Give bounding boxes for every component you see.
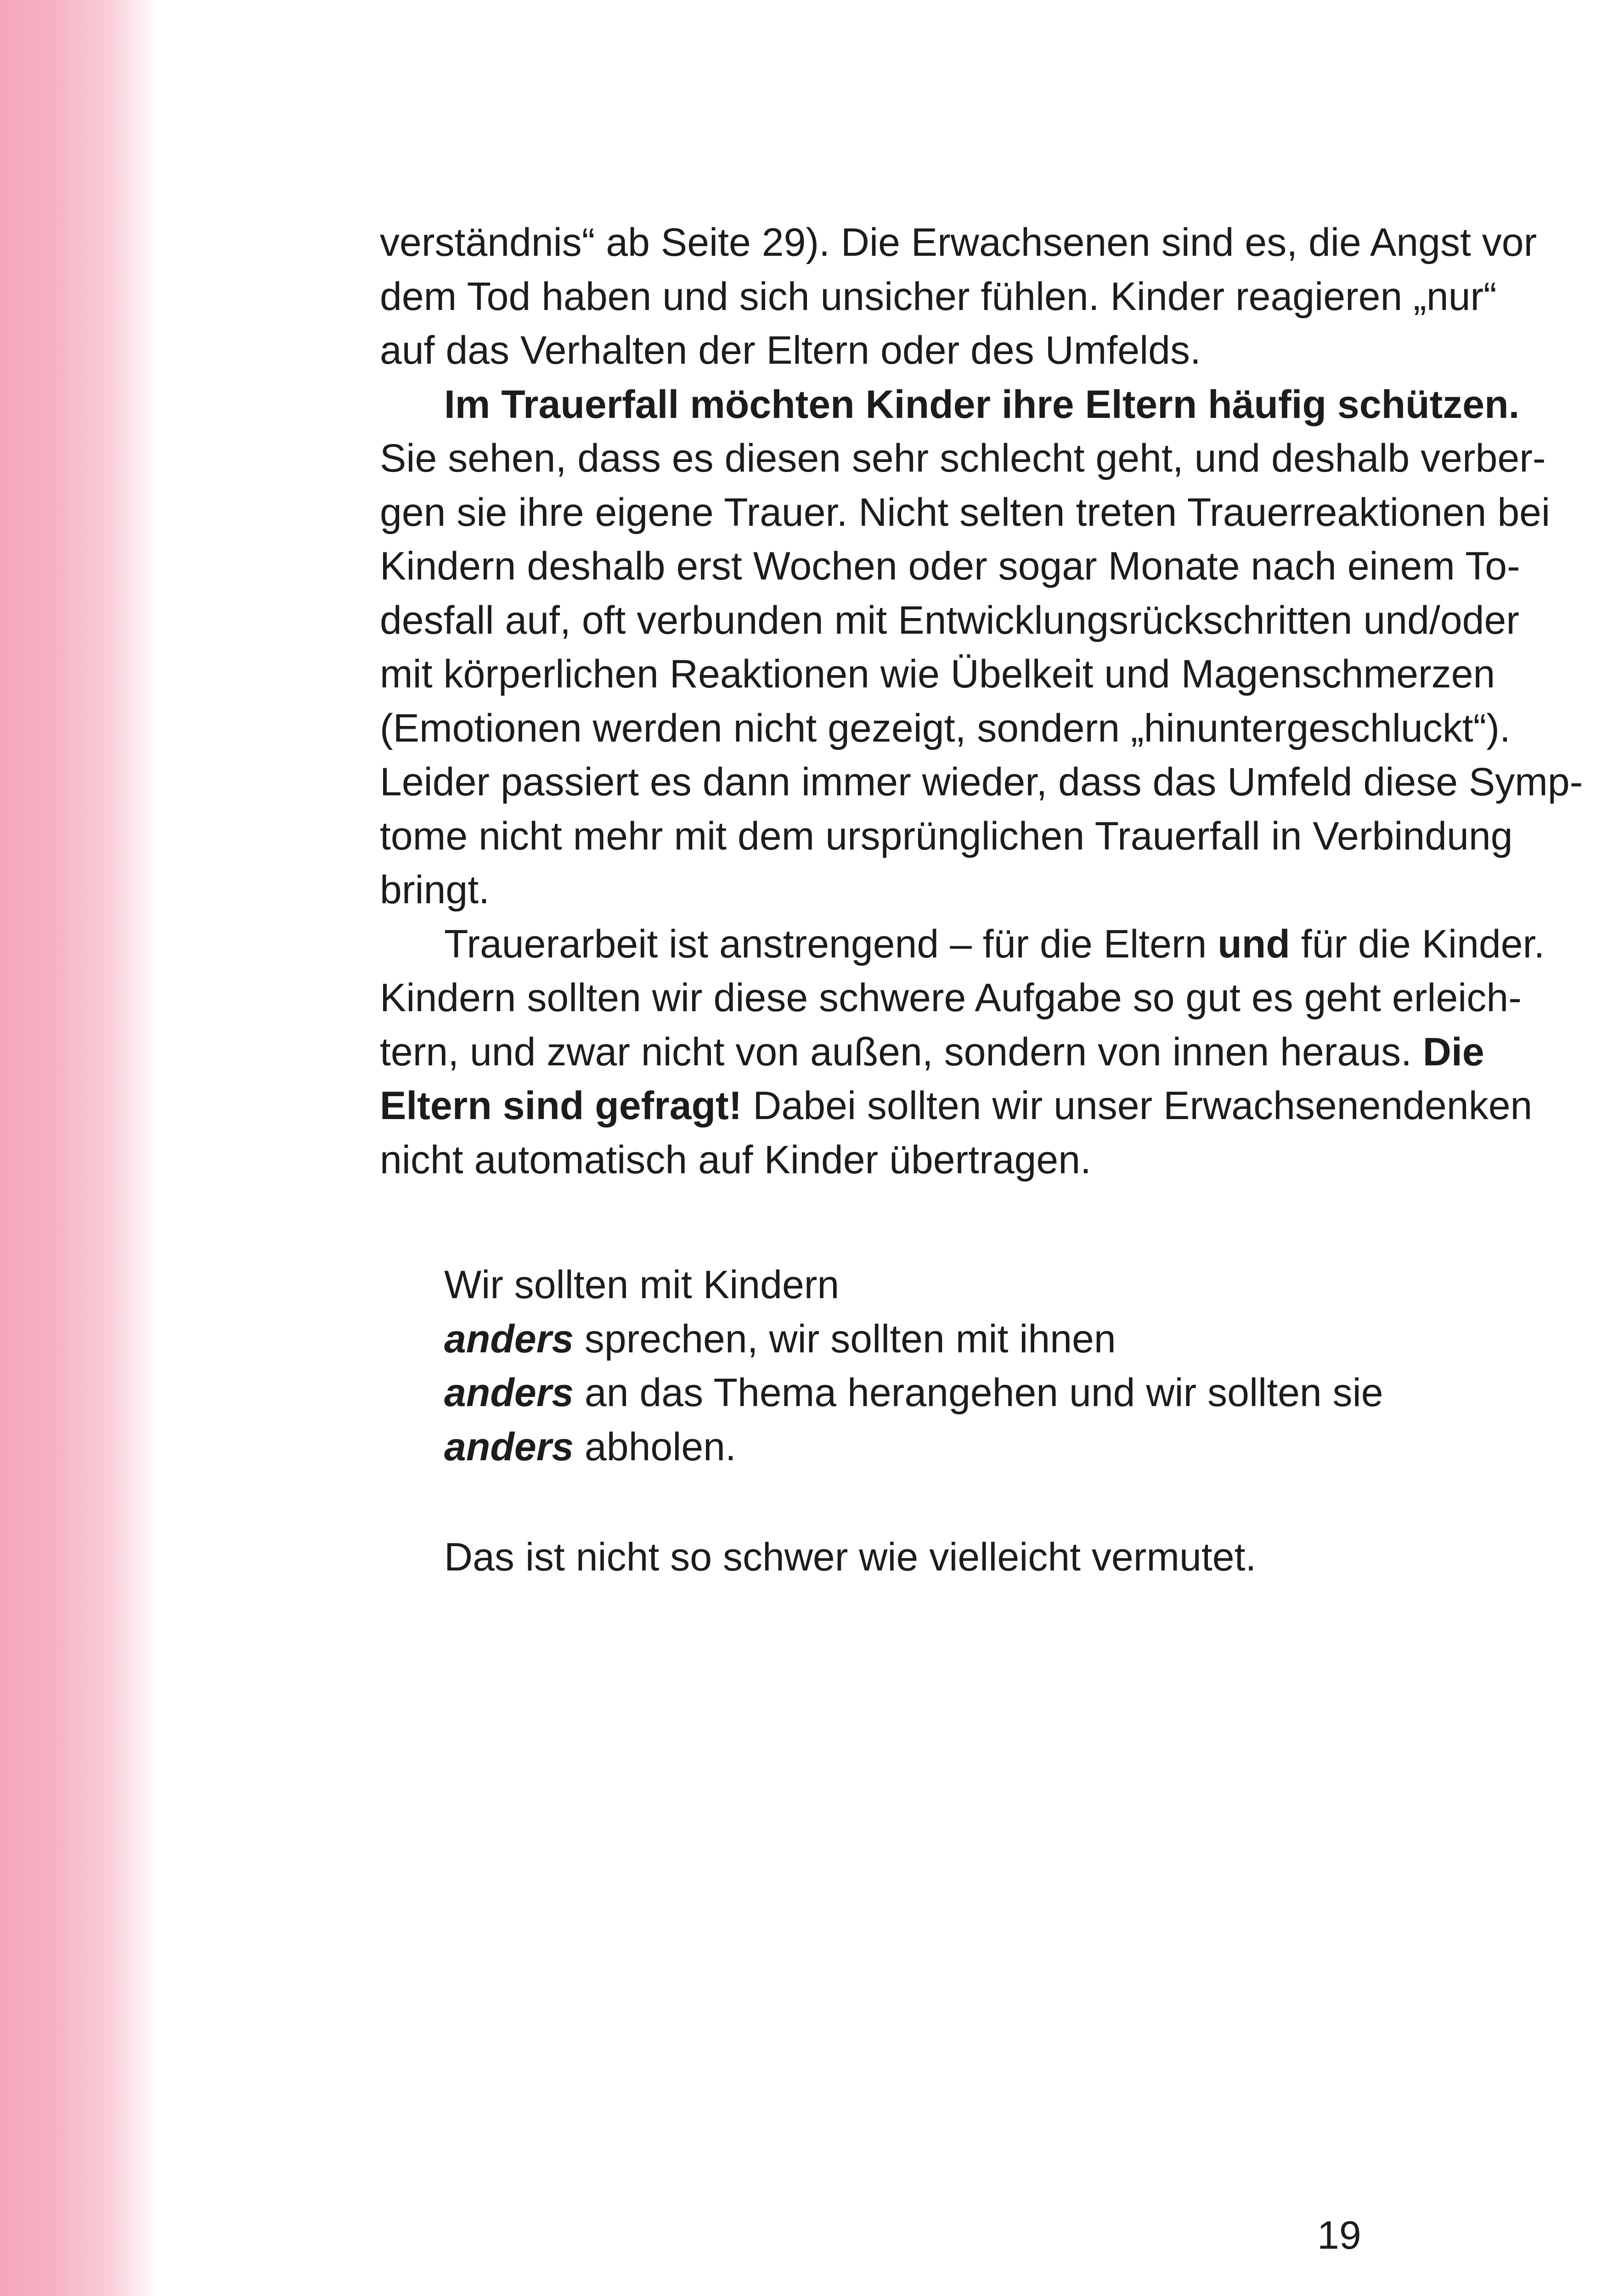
text-span: sprechen, wir sollten mit ihnen: [574, 1317, 1116, 1361]
text-line: [380, 1025, 1484, 1080]
text-line: nicht automatisch auf Kinder übertragen.: [380, 1137, 1091, 1182]
verse-line: [444, 1420, 1383, 1474]
body-text: [380, 216, 1583, 1187]
verse-line: [444, 1312, 1383, 1367]
text-span: Dabei sollten wir unser Erwachsenendenken: [742, 1084, 1533, 1128]
text-line-bold: [380, 378, 1520, 432]
verse-line: Wir sollten mit Kindern: [444, 1263, 840, 1307]
bold-phrase: Eltern sind gefragt!: [380, 1084, 742, 1128]
text-span: Trauerarbeit ist anstrengend – für die Eltern: [444, 922, 1218, 966]
text-span: für die Kinder.: [1290, 922, 1545, 966]
text-line: Sie sehen, dass es diesen sehr schlecht geht, und deshalb verber-: [380, 436, 1546, 480]
text-line: dem Tod haben und sich unsicher fühlen. Kinder reagieren „nur“: [380, 274, 1497, 319]
verse-line: [444, 1366, 1383, 1420]
emphasis-word: anders: [444, 1317, 574, 1361]
text-line: Kindern deshalb erst Wochen oder sogar Monate nach einem To-: [380, 544, 1520, 588]
text-span: tern, und zwar nicht von außen, sondern von innen heraus.: [380, 1030, 1423, 1074]
text-line: (Emotionen werden nicht gezeigt, sondern „hinuntergeschluckt“).: [380, 706, 1511, 750]
text-span: an das Thema herangehen und wir sollten sie: [574, 1371, 1383, 1415]
text-line: Kindern sollten wir diese schwere Aufgabe so gut es geht erleich-: [380, 976, 1522, 1020]
paragraph-2: [380, 378, 1583, 917]
paragraph-1: [380, 216, 1537, 378]
page-number: 19: [1317, 2213, 1361, 2257]
emphasis-word: anders: [444, 1424, 574, 1469]
text-line: [380, 917, 1545, 972]
text-line: [380, 1079, 1533, 1133]
emphasis-word: anders: [444, 1371, 574, 1415]
text-span: abholen.: [574, 1424, 736, 1469]
closing-sentence: Das ist nicht so schwer wie vielleicht vermutet.: [444, 1535, 1257, 1579]
text-line: mit körperlichen Reaktionen wie Übelkeit und Magenschmerzen: [380, 652, 1495, 696]
text-line: gen sie ihre eigene Trauer. Nicht selten treten Trauerreaktionen bei: [380, 490, 1551, 535]
text-line: auf das Verhalten der Eltern oder des Umfelds.: [380, 328, 1201, 372]
bold-word: und: [1218, 922, 1290, 966]
text-line: Leider passiert es dann immer wieder, dass das Umfeld diese Symp-: [380, 760, 1583, 804]
paragraph-3: [380, 917, 1545, 1187]
decorative-side-stripe: [0, 0, 158, 2296]
bold-lead-sentence: Im Trauerfall möchten Kinder ihre Eltern häufig schützen.: [444, 382, 1520, 427]
text-line: desfall auf, oft verbunden mit Entwicklungsrückschritten und/oder: [380, 598, 1519, 642]
text-line: tome nicht mehr mit dem ursprünglichen Trauerfall in Verbindung: [380, 814, 1513, 858]
text-line: verständnis“ ab Seite 29). Die Erwachsenen sind es, die Angst vor: [380, 220, 1537, 264]
text-line: bringt.: [380, 868, 490, 912]
bold-word: Die: [1422, 1030, 1484, 1074]
verse-block: [444, 1258, 1383, 1474]
